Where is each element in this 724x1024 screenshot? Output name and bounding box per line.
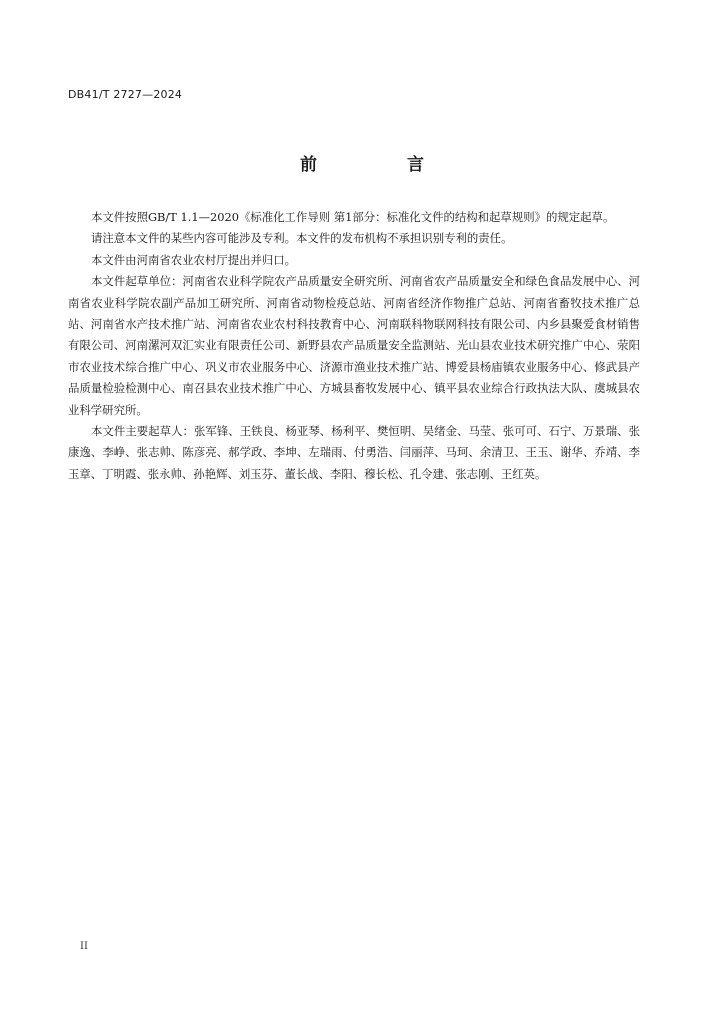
paragraph-drafters: 本文件主要起草人：张军锋、王铁良、杨亚琴、杨利平、樊恒明、吴绪金、马莹、张可可、石宁、万景瑞、张康逸、李峥、张志帅、陈彦亮、郝学政、李坤、左瑞雨、付勇浩、闫丽萍、马珂、余清卫、王玉、谢华、乔靖、李玉章、丁明霞、张永帅、孙艳辉、刘玉芬、董长战、李阳、穆长松、孔令建、张志刚、王红英。 bbox=[68, 424, 640, 481]
paragraph-drafting-rules: 本文件按照GB/T 1.1—2020《标准化工作导则 第1部分：标准化文件的结构和起草规则》的规定起草。 bbox=[91, 210, 615, 224]
standard-id: DB41/T 2727—2024 bbox=[68, 88, 183, 101]
paragraph-proposer: 本文件由河南省农业农村厅提出并归口。 bbox=[91, 252, 297, 267]
page-number: II bbox=[80, 941, 88, 952]
paragraph-patent-notice: 请注意本文件的某些内容可能涉及专利。本文件的发布机构不承担识别专利的责任。 bbox=[91, 231, 513, 246]
paragraph-drafting-units: 本文件起草单位：河南省农业科学院农产品质量安全研究所、河南省农产品质量安全和绿色食品发展中心、河南省农业科学院农副产品加工研究所、河南省动物检疫总站、河南省经济作物推广总站、河南省畜牧技术推广总站、河南省水产技术推广站、河南省农业农村科技教育中心、河南联科物联网科技有限公司、内乡县聚爱食材销售有限公司、河南漯河双汇实业有限责任公司、新野县农产品质量安全监测站、光山县农业技术研究推广中心、荥阳市农业技术综合推广中心、巩义市农业服务中心、济源市渔业技术推广站、博爱县杨庙镇农业服务中心、修武县产品质量检验检测中心、南召县农业技术推广中心、方城县畜牧发展中心、镇平县农业综合行政执法大队、虞城县农业科学研究所。 bbox=[68, 274, 640, 417]
page-title: 前 言 bbox=[300, 155, 466, 175]
foreword-body bbox=[68, 207, 640, 485]
